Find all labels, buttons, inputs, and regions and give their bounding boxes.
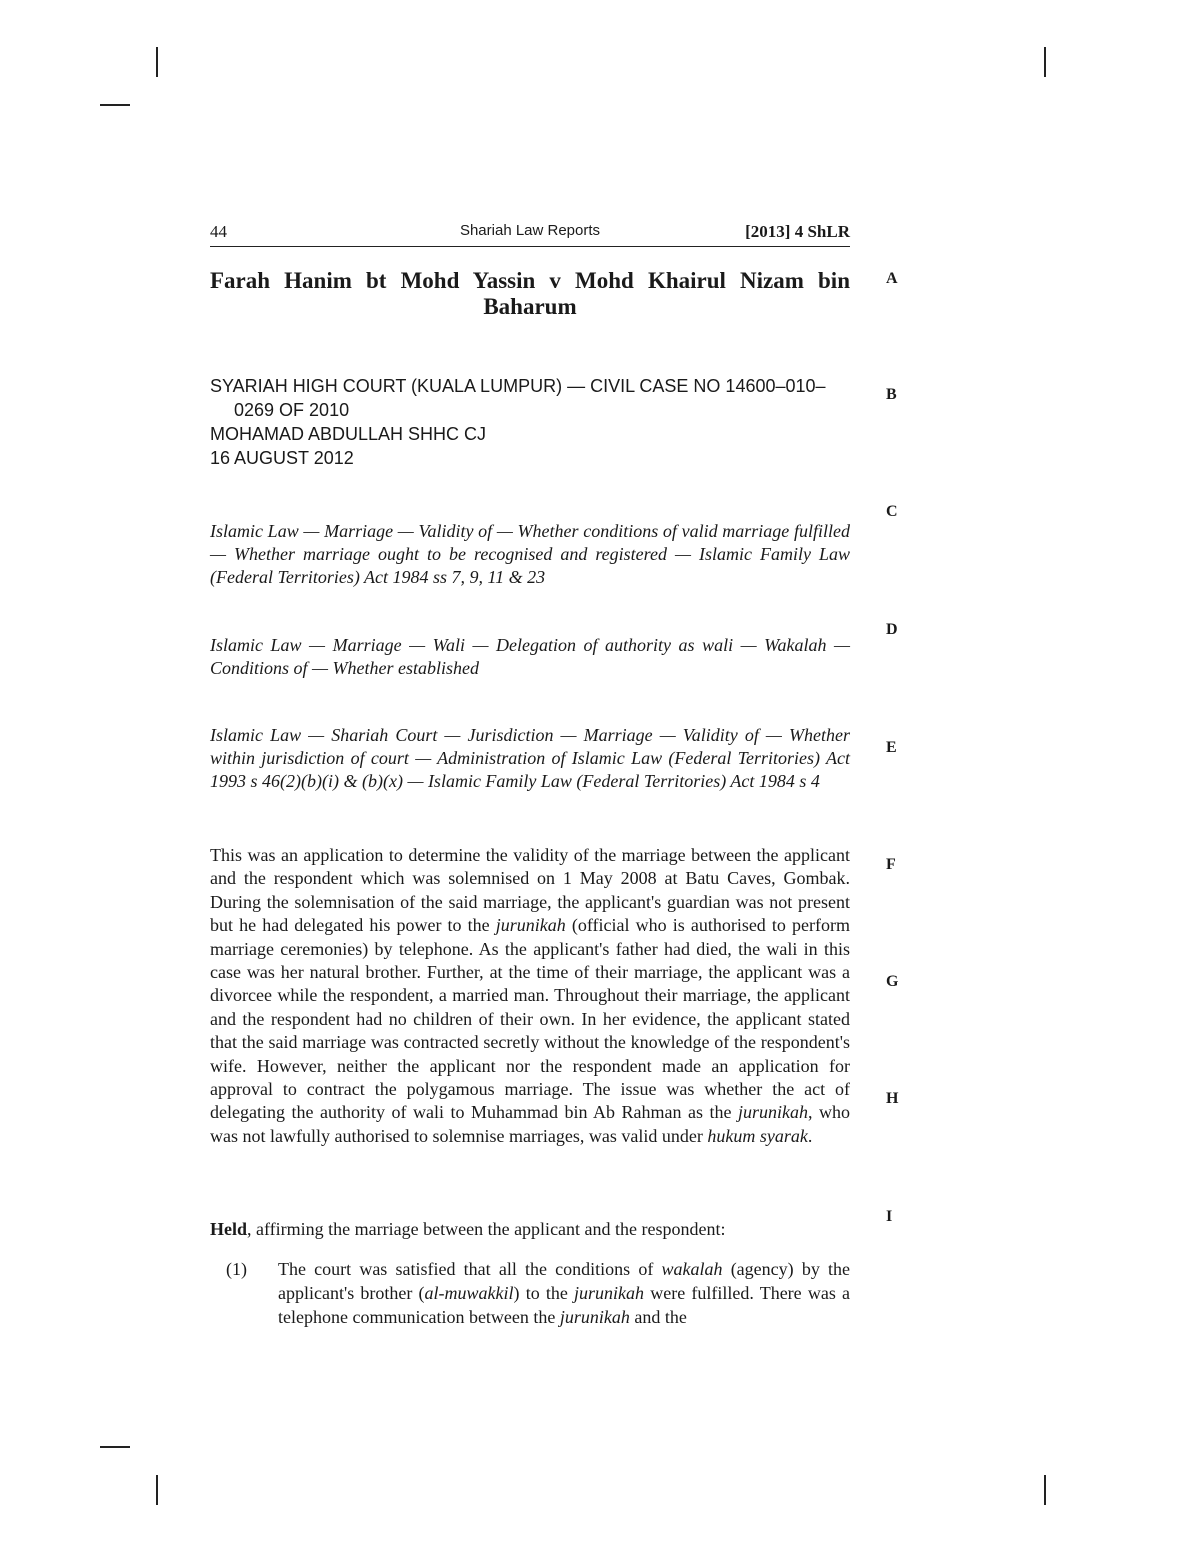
margin-letter: F — [886, 856, 896, 873]
item-number: (1) — [226, 1259, 247, 1279]
held-line: Held, affirming the marriage between the applicant and the respondent: — [210, 1219, 726, 1239]
running-header — [210, 222, 850, 244]
header-rule — [210, 246, 850, 247]
catchword-1: Islamic Law — Marriage — Validity of — Whether conditions of valid marriage fulfilled — Whether marriage ought to be recognised and registered — Islamic Family Law (Federal Territories) Act 1984 ss 7, 9, 11 & 23 — [210, 521, 850, 587]
crop-mark — [156, 47, 158, 77]
headnote-paragraph: This was an application to determine the validity of the marriage between the applicant and the respondent which was solemnised on 1 May 2008 at Batu Caves, Gombak. During the solemnisation of the said marriage, the applicant's guardian was not present but he had delegated his power to the jurunikah (official who is authorised to perform marriage ceremonies) by telephone. As the applicant's father had died, the wali in this case was her natural brother. Further, at the time of their marriage, the applicant was a divorcee while the respondent, a married man. Throughout their marriage, the applicant and the respondent had no children of their own. In her evidence, the applicant stated that the said marriage was contracted secretly without the knowledge of the respondent's wife. However, neither the applicant nor the respondent made an application for approval to contract the polygamous marriage. The issue was whether the act of delegating the authority of wali to Muhammad bin Ab Rahman as the jurunikah, who was not lawfully authorised to solemnise marriages, was valid under hukum syarak. — [210, 845, 850, 1146]
margin-letter: H — [886, 1090, 899, 1107]
page-number: 44 — [210, 222, 227, 241]
crop-mark — [156, 1475, 158, 1505]
court-info — [210, 374, 850, 470]
crop-mark — [100, 1446, 130, 1448]
journal-title: Shariah Law Reports — [459, 222, 601, 239]
crop-mark — [100, 104, 130, 106]
catchword-3: Islamic Law — Shariah Court — Jurisdiction — Marriage — Validity of — Whether within jurisdiction of court — Administration of Islamic Law (Federal Territories) Act 1993 s 46(2)(b)(i) & (b)(x) — Islamic Family Law (Federal Territories) Act 1984 s 4 — [210, 725, 850, 791]
court-case-line: SYARIAH HIGH COURT (KUALA LUMPUR) — CIVIL CASE NO 14600–010–0269 OF 2010 — [210, 376, 826, 420]
margin-letter: I — [886, 1208, 893, 1225]
crop-mark — [1044, 1475, 1046, 1505]
held-label: Held — [210, 1219, 248, 1239]
margin-letter: E — [886, 739, 897, 756]
crop-mark — [1044, 47, 1046, 77]
case-title: Farah Hanim bt Mohd Yassin v Mohd Khairul Nizam bin Baharum — [210, 268, 850, 319]
margin-letter: A — [886, 270, 898, 287]
judge-line: MOHAMAD ABDULLAH SHHC CJ — [210, 424, 487, 444]
margin-letter: D — [886, 621, 898, 638]
catchword-2: Islamic Law — Marriage — Wali — Delegation of authority as wali — Wakalah — Conditions of — Whether established — [210, 635, 850, 678]
decision-date: 16 AUGUST 2012 — [210, 448, 354, 468]
margin-letter: C — [886, 503, 898, 520]
item-text: The court was satisfied that all the conditions of wakalah (agency) by the applicant's brother (al-muwakkil) to the jurunikah were fulfilled. There was a telephone communication between the jurunikah and the — [278, 1259, 850, 1327]
margin-letter: G — [886, 973, 899, 990]
margin-letter: B — [886, 386, 897, 403]
report-citation: [2013] 4 ShLR — [745, 222, 850, 241]
